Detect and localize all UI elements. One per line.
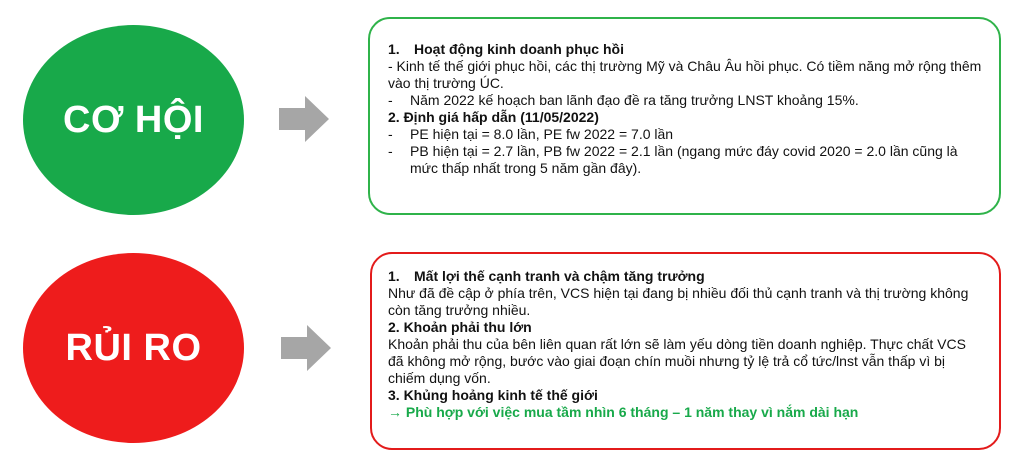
opportunity-heading-1: 1. Hoạt động kinh doanh phục hồi	[388, 41, 624, 57]
risk-heading-1: 1. Mất lợi thế cạnh tranh và chậm tăng trưởng	[388, 268, 705, 284]
opportunity-heading-2: 2. Định giá hấp dẫn (11/05/2022)	[388, 109, 599, 125]
opportunity-circle	[23, 25, 244, 215]
opportunity-bullet-3: - PB hiện tại = 2.7 lần, PB fw 2022 = 2.1 lần (ngang mức đáy covid 2020 = 2.0 lần cũng là mức thấp nhất trong 5 năm gần đây).	[388, 143, 958, 176]
risk-heading-2: 2. Khoản phải thu lớn	[388, 319, 532, 335]
risk-paragraph-1: Như đã đề cập ở phía trên, VCS hiện tại đang bị nhiều đối thủ cạnh tranh và thị trường không còn tăng trưởng nhiều.	[388, 285, 969, 318]
opportunity-paragraph-1: - Kinh tế thế giới phục hồi, các thị trường Mỹ và Châu Âu hồi phục. Có tiềm năng mở rộng thêm vào thị trường ÚC.	[388, 58, 982, 91]
risk-heading-3: 3. Khủng hoảng kinh tế thế giới	[388, 387, 598, 403]
risk-circle	[23, 253, 244, 443]
right-arrow-icon	[279, 96, 329, 142]
opportunity-bullet-2: - PE hiện tại = 8.0 lần, PE fw 2022 = 7.0 lần	[388, 126, 674, 142]
right-arrow-icon	[281, 325, 331, 371]
opportunity-bullet-1: - Năm 2022 kế hoạch ban lãnh đạo đề ra tăng trưởng LNST khoảng 15%.	[388, 92, 859, 108]
risk-box	[370, 252, 1001, 450]
risk-label: RỦI RO	[65, 326, 202, 369]
risk-paragraph-2: Khoản phải thu của bên liên quan rất lớn sẽ làm yếu dòng tiền doanh nghiệp. Thực chất VCS đã không mở rộng, bước vào giai đoạn chín muồi nhưng tỷ lệ trả cổ tức/lnst vẫn thấp vì bị chiếm dụng vốn.	[388, 336, 966, 386]
opportunity-box	[368, 17, 1001, 215]
opportunity-label: CƠ HỘI	[63, 98, 204, 141]
risk-conclusion: → Phù hợp với việc mua tầm nhìn 6 tháng – 1 năm thay vì nắm dài hạn	[388, 404, 859, 420]
